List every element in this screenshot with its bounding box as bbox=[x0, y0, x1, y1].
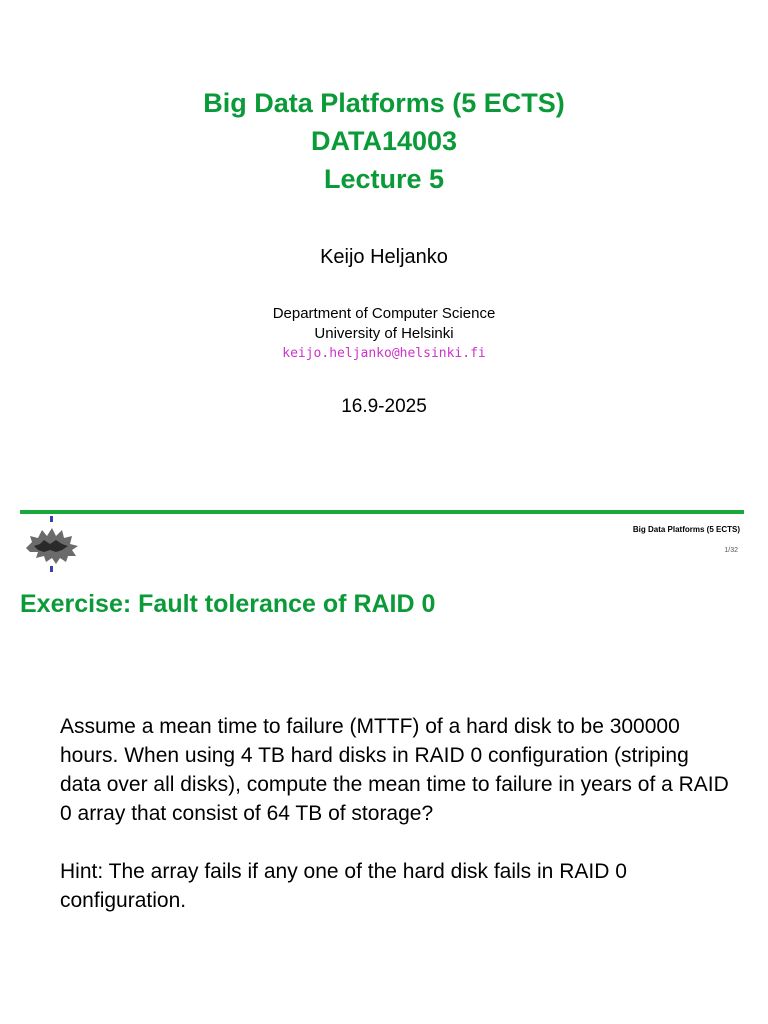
email-link[interactable]: keijo.heljanko@helsinki.fi bbox=[282, 346, 486, 361]
slide-divider bbox=[20, 510, 744, 514]
university: University of Helsinki bbox=[314, 325, 454, 342]
exercise-title: Exercise: Fault tolerance of RAID 0 bbox=[20, 590, 436, 618]
lecture-date: 16.9-2025 bbox=[341, 396, 427, 417]
title-slide bbox=[0, 0, 768, 505]
title-line-course: Big Data Platforms (5 ECTS) bbox=[203, 88, 565, 118]
title-line-lecture: Lecture 5 bbox=[323, 164, 445, 194]
author-name: Keijo Heljanko bbox=[320, 246, 448, 268]
header-course-name: Big Data Platforms (5 ECTS) bbox=[632, 525, 740, 534]
exercise-question: Assume a mean time to failure (MTTF) of a hard disk to be 300000 hours. When using 4 TB hard disks in RAID 0 configuration (striping data over all disks), compute the mean time to failure in years of a RAID 0 array that consist of 64 TB of storage? bbox=[60, 715, 729, 825]
university-of-helsinki-logo-icon bbox=[22, 516, 80, 574]
lecture-title bbox=[0, 84, 768, 198]
department: Department of Computer Science bbox=[272, 305, 496, 322]
page-number: 1/32 bbox=[724, 547, 738, 554]
exercise-hint: Hint: The array fails if any one of the hard disk fails in RAID 0 configuration. bbox=[60, 860, 627, 912]
affiliation bbox=[0, 304, 768, 364]
exercise-body bbox=[60, 712, 730, 944]
title-line-code: DATA14003 bbox=[310, 126, 458, 156]
